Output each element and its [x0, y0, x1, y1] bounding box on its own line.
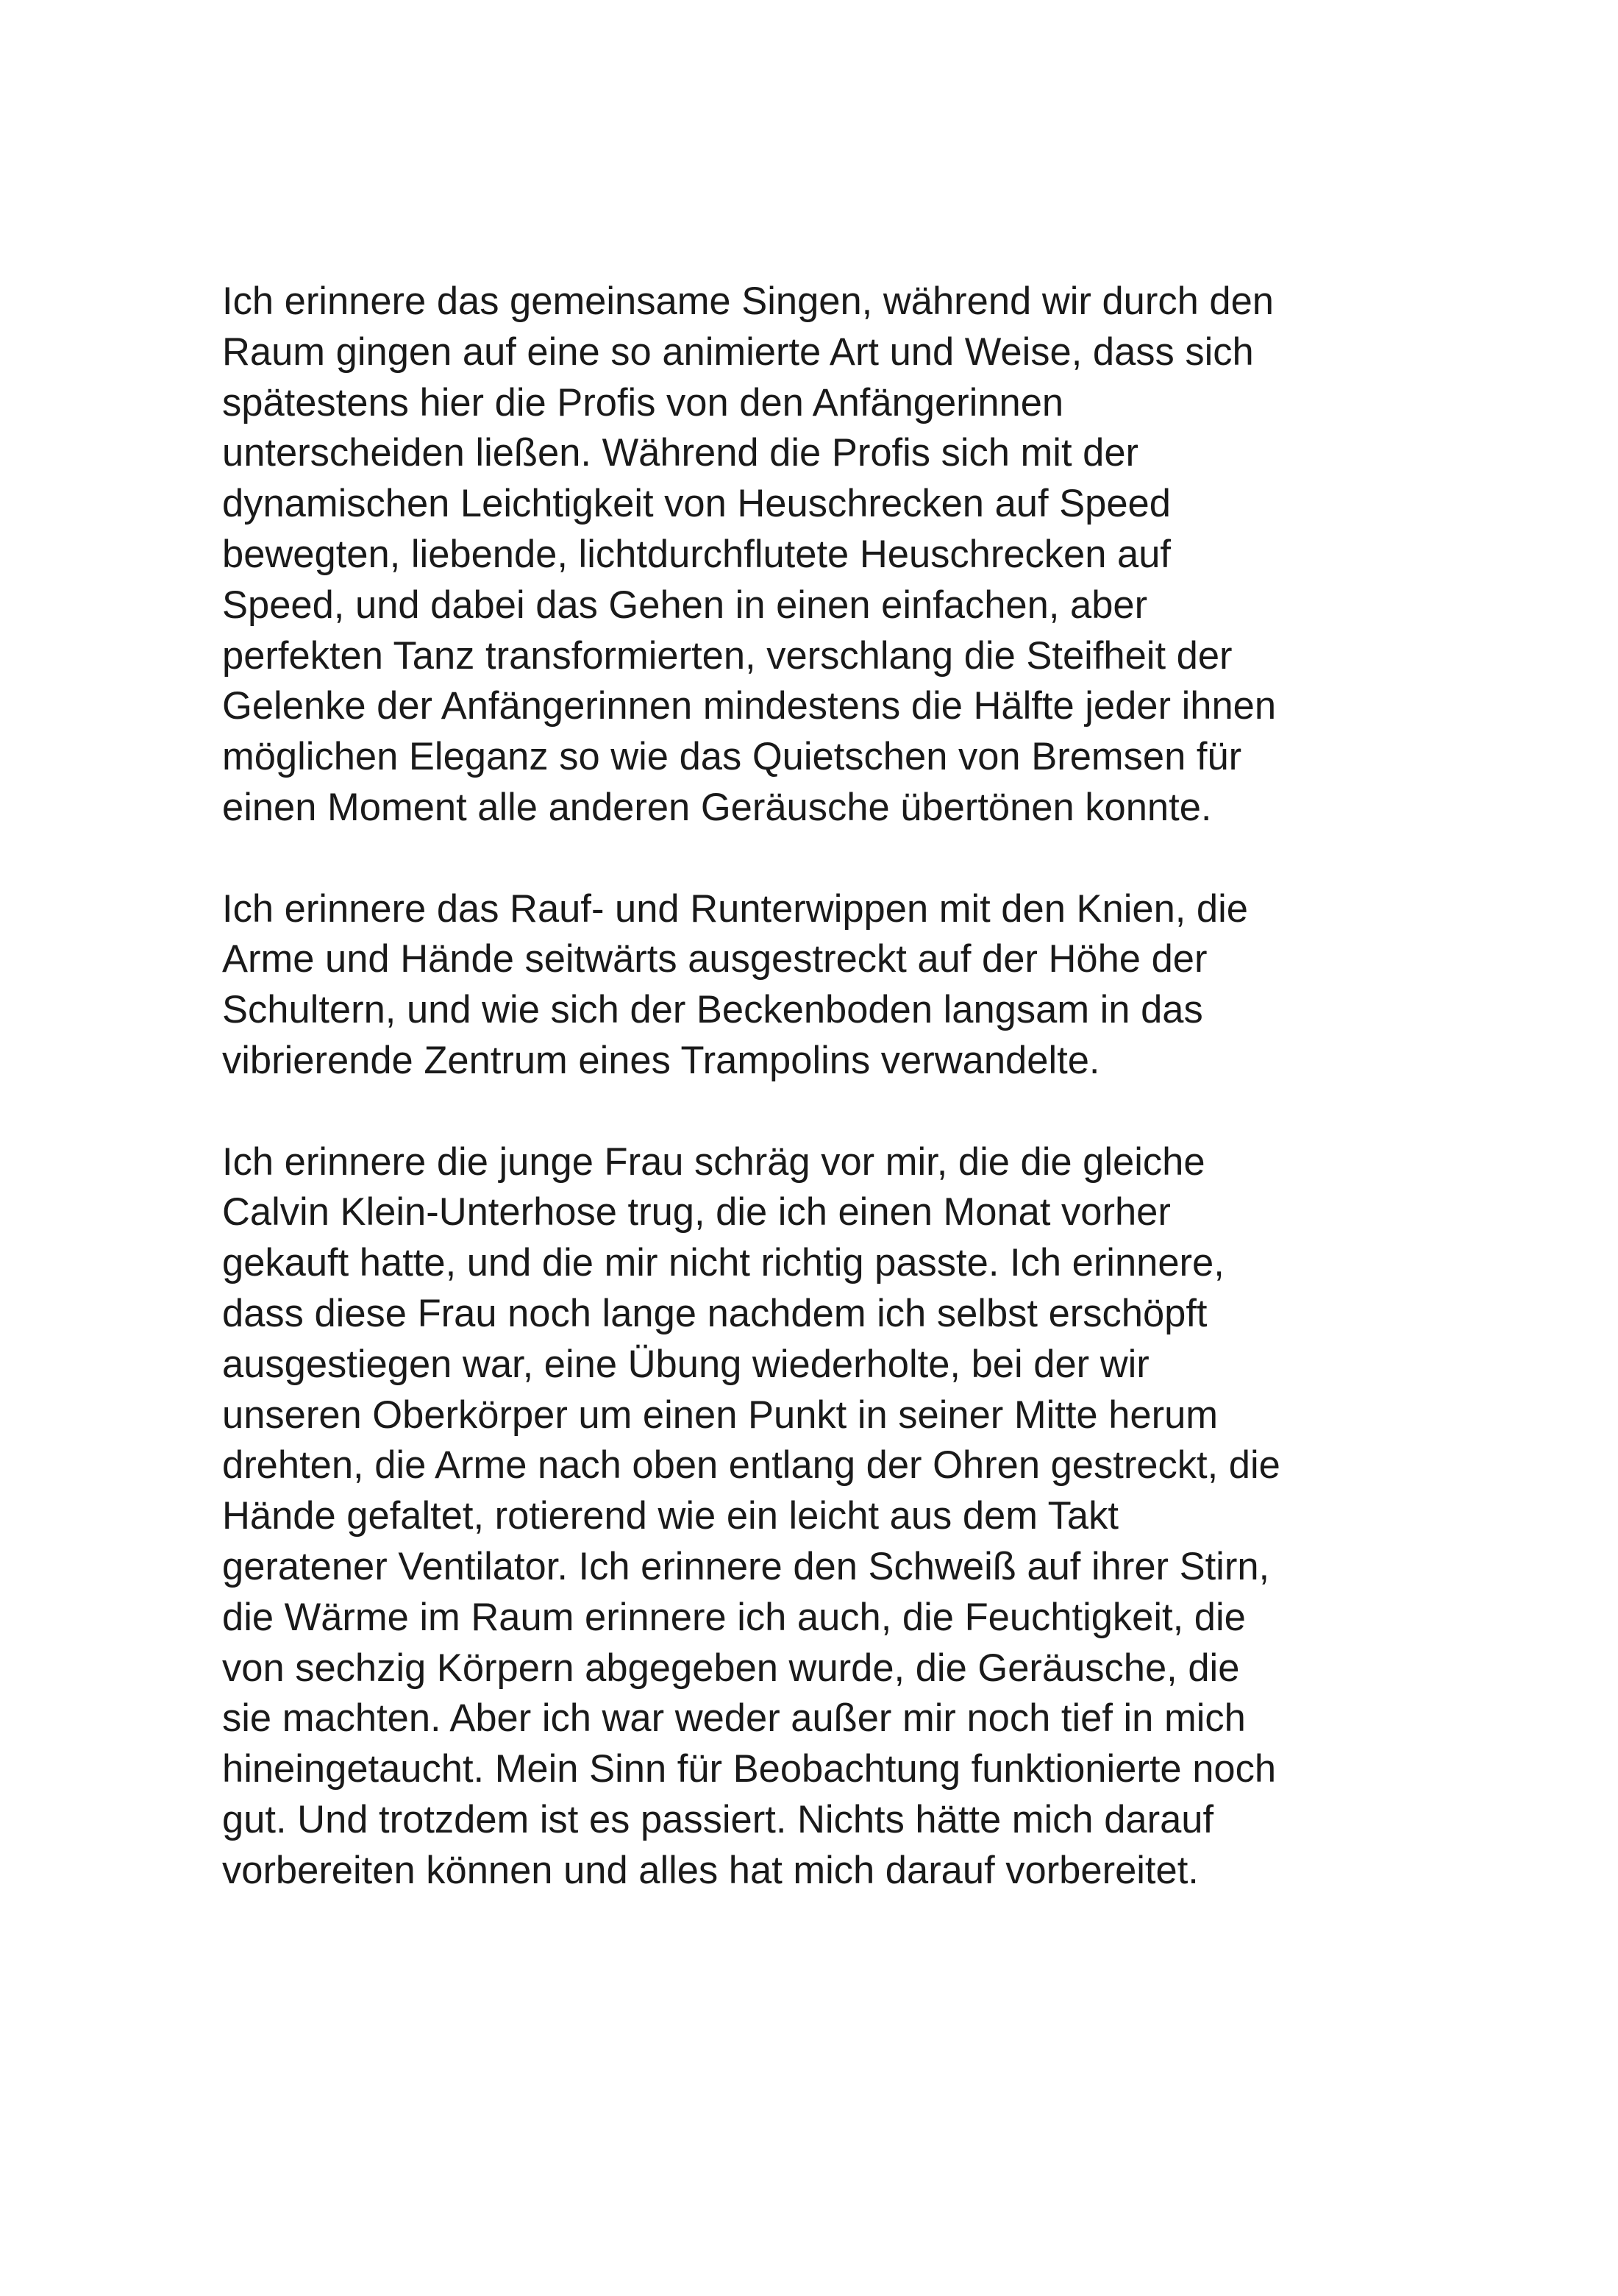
- text-line: Speed, und dabei das Gehen in einen einfachen, aber: [222, 583, 1148, 627]
- text-line: Calvin Klein-Unterhose trug, die ich einen Monat vorher: [222, 1190, 1171, 1234]
- text-line: dass diese Frau noch lange nachdem ich selbst erschöpft: [222, 1291, 1208, 1335]
- text-line: drehten, die Arme nach oben entlang der Ohren gestreckt, die: [222, 1443, 1280, 1488]
- text-line: möglichen Eleganz so wie das Quietschen von Bremsen für: [222, 735, 1242, 779]
- text-line: vorbereiten können und alles hat mich darauf vorbereitet.: [222, 1848, 1199, 1892]
- text-line: Ich erinnere die junge Frau schräg vor mir, die die gleiche: [222, 1140, 1205, 1184]
- text-line: gekauft hatte, und die mir nicht richtig passte. Ich erinnere,: [222, 1241, 1225, 1285]
- text-line: sie machten. Aber ich war weder außer mir noch tief in mich: [222, 1696, 1246, 1741]
- text-line: perfekten Tanz transformierten, verschlang die Steifheit der: [222, 633, 1233, 678]
- text-line: Gelenke der Anfängerinnen mindestens die Hälfte jeder ihnen: [222, 684, 1277, 728]
- paragraph-3: [222, 1137, 1414, 1897]
- text-line: hineingetaucht. Mein Sinn für Beobachtung funktionierte noch: [222, 1747, 1277, 1791]
- text-line: vibrierende Zentrum eines Trampolins verwandelte.: [222, 1038, 1100, 1082]
- text-line: Hände gefaltet, rotierend wie ein leicht aus dem Takt: [222, 1494, 1119, 1538]
- text-line: Raum gingen auf eine so animierte Art und Weise, dass sich: [222, 330, 1254, 374]
- text-line: unterscheiden ließen. Während die Profis sich mit der: [222, 431, 1139, 475]
- body-text: [222, 277, 1414, 1897]
- text-line: Arme und Hände seitwärts ausgestreckt auf der Höhe der: [222, 937, 1208, 981]
- text-line: dynamischen Leichtigkeit von Heuschrecken auf Speed: [222, 482, 1171, 526]
- text-line: gut. Und trotzdem ist es passiert. Nichts hätte mich darauf: [222, 1797, 1214, 1841]
- text-line: geratener Ventilator. Ich erinnere den Schweiß auf ihrer Stirn,: [222, 1544, 1270, 1588]
- text-line: spätestens hier die Profis von den Anfängerinnen: [222, 380, 1064, 424]
- text-line: Ich erinnere das gemeinsame Singen, während wir durch den: [222, 280, 1274, 323]
- paragraph-2: [222, 884, 1414, 1087]
- text-line: ausgestiegen war, eine Übung wiederholte, bei der wir: [222, 1342, 1150, 1386]
- paragraph-1: [222, 277, 1414, 834]
- text-line: die Wärme im Raum erinnere ich auch, die Feuchtigkeit, die: [222, 1595, 1246, 1639]
- text-line: unseren Oberkörper um einen Punkt in seiner Mitte herum: [222, 1393, 1219, 1437]
- text-line: bewegten, liebende, lichtdurchflutete Heuschrecken auf: [222, 532, 1171, 576]
- text-line: Schultern, und wie sich der Beckenboden langsam in das: [222, 988, 1203, 1032]
- text-line: Ich erinnere das Rauf- und Runterwippen mit den Knien, die: [222, 886, 1248, 931]
- text-line: von sechzig Körpern abgegeben wurde, die Geräusche, die: [222, 1646, 1240, 1690]
- text-line: einen Moment alle anderen Geräusche übertönen konnte.: [222, 785, 1212, 829]
